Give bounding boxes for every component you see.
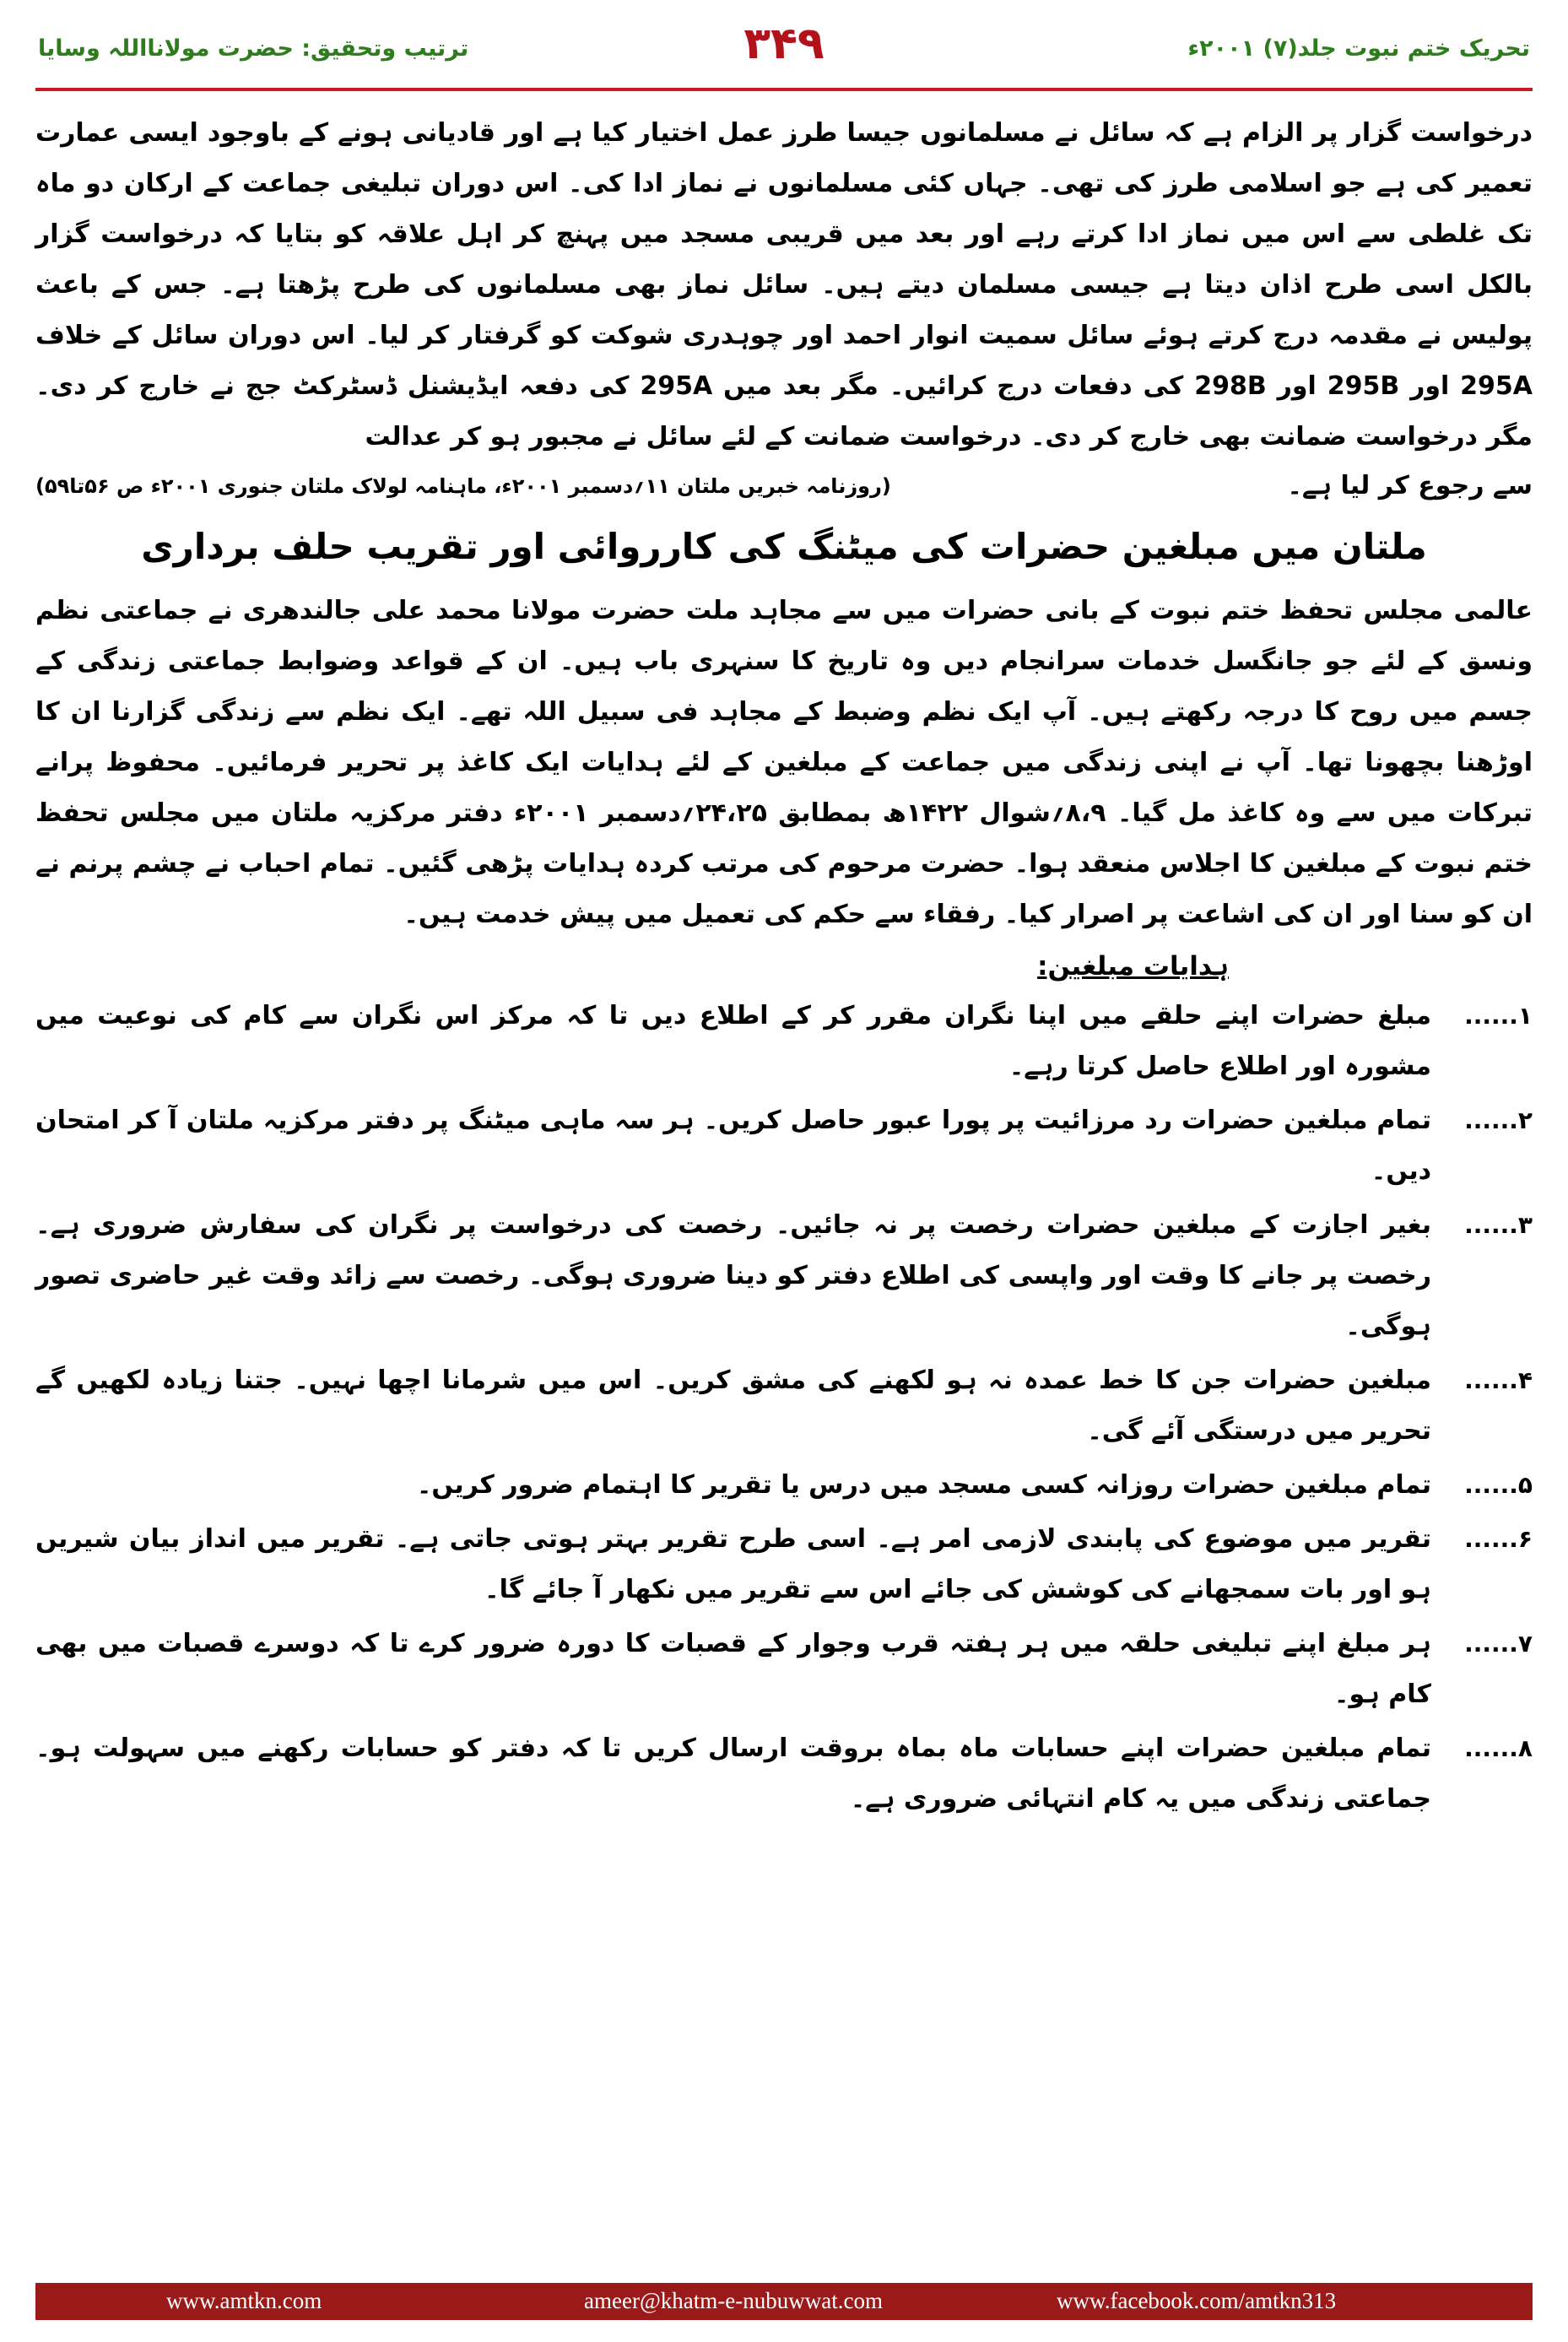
instruction-text: تمام مبلغین حضرات اپنے حسابات ماہ بماہ بروقت ارسال کریں تا کہ دفتر کو حسابات رکھنے میں سہولت ہو۔ جماعتی زندگی میں یہ کام انتہائی ضروری ہے۔ <box>35 1734 1431 1814</box>
instruction-item <box>35 1619 1533 1720</box>
instruction-text: ہر مبلغ اپنے تبلیغی حلقہ میں ہر ہفتہ قرب وجوار کے قصبات کا دورہ ضرور کرے تا کہ دوسرے قصبات میں بھی کام ہو۔ <box>35 1629 1431 1709</box>
instruction-number: ۸...... <box>1464 1734 1533 1762</box>
footer-email-link[interactable]: ameer@khatm-e-nubuwwat.com <box>584 2288 883 2313</box>
instruction-text: تمام مبلغین حضرات رد مرزائیت پر پورا عبور حاصل کریں۔ ہر سہ ماہی میٹنگ پر دفتر مرکزیہ ملتان آ کر امتحان دیں۔ <box>35 1106 1431 1186</box>
book-title: تحریک ختم نبوت جلد(۷) ۲۰۰۱ء <box>1187 35 1530 62</box>
instruction-number: ۴...... <box>1464 1366 1533 1394</box>
instruction-number: ۷...... <box>1464 1630 1533 1658</box>
instruction-item <box>35 1723 1533 1825</box>
section-heading: ملتان میں مبلغین حضرات کی میٹنگ کی کارروائی اور تقریب حلف برداری <box>141 526 1427 567</box>
instruction-text: تمام مبلغین حضرات روزانہ کسی مسجد میں درس یا تقریر کا اہتمام ضرور کریں۔ <box>416 1470 1431 1500</box>
instruction-item <box>35 1095 1533 1197</box>
instruction-text: تقریر میں موضوع کی پابندی لازمی امر ہے۔ اسی طرح تقریر بہتر ہوتی جاتی ہے۔ تقریر میں انداز بیان شیریں ہو اور بات سمجھانے کی کوشش کی جائے اس سے تقریر میں نکھار آ جائے گا۔ <box>35 1524 1431 1604</box>
intro-paragraph: درخواست گزار پر الزام ہے کہ سائل نے مسلمانوں جیسا طرز عمل اختیار کیا ہے اور قادیانی ہونے کے باوجود ایسی عمارت تعمیر کی ہے جو اسلامی طرز کی تھی۔ جہاں کئی مسلمانوں نے نماز ادا کی۔ اس دوران تبلیغی جماعت کے ارکان دو ماہ تک غلطی سے اس میں نماز ادا کرتے رہے اور بعد میں قریبی مسجد میں پہنچ کر اہل علاقہ کو بتایا کہ درخواست گزار بالکل اسی طرح اذان دیتا ہے جیسی مسلمان دیتے ہیں۔ سائل نماز بھی مسلمانوں کی طرح پڑھتا ہے۔ جس کے باعث پولیس نے مقدمہ درج کرتے ہوئے سائل سمیت انوار احمد اور چوہدری شوکت کو گرفتار کر لیا۔ اس دوران سائل کے خلاف 295A اور 295B اور 298B کی دفعات درج کرائیں۔ مگر بعد میں 295A کی دفعہ ایڈیشنل ڈسٹرکٹ جج نے خارج کر دی۔ مگر درخواست ضمانت بھی خارج کر دی۔ درخواست ضمانت کے لئے سائل نے مجبور ہو کر عدالت <box>35 118 1533 452</box>
instruction-item <box>35 1514 1533 1615</box>
page-number: ۳۴۹ <box>743 19 825 69</box>
instruction-text: مبلغ حضرات اپنے حلقے میں اپنا نگران مقرر کر کے اطلاع دیں تا کہ مرکز اس نگران سے کام کی نوعیت میں مشورہ اور اطلاع حاصل کرتا رہے۔ <box>35 1001 1431 1081</box>
instruction-text: مبلغین حضرات جن کا خط عمدہ نہ ہو لکھنے کی مشق کریں۔ اس میں شرمانا اچھا نہیں۔ جتنا زیادہ لکھیں گے تحریر میں درستگی آئے گی۔ <box>35 1366 1431 1446</box>
instruction-item <box>35 1355 1533 1457</box>
instruction-item <box>35 1200 1533 1352</box>
instructions-heading: ہدایات مبلغین: <box>1037 951 1229 982</box>
section-paragraph: عالمی مجلس تحفظ ختم نبوت کے بانی حضرات میں سے مجاہد ملت حضرت مولانا محمد علی جالندھری نے جماعتی نظم ونسق کے لئے جو جانگسل خدمات سرانجام دیں وہ تاریخ کا سنہری باب ہیں۔ ان کے قواعد وضوابط جماعتی زندگی کے جسم میں روح کا درجہ رکھتے ہیں۔ آپ ایک نظم وضبط کے مجاہد فی سبیل اللہ تھے۔ ایک نظم سے زندگی گزارنا ان کا اوڑھنا بچھونا تھا۔ آپ نے اپنی زندگی میں جماعت کے مبلغین کے لئے ہدایات ایک کاغذ پر تحریر فرمائیں۔ محفوظ پرانے تبرکات میں سے وہ کاغذ مل گیا۔ ۸،۹؍شوال ۱۴۲۲ھ بمطابق ۲۴،۲۵؍دسمبر ۲۰۰۱ء دفتر مرکزیہ ملتان میں مجلس تحفظ ختم نبوت کے مبلغین کا اجلاس منعقد ہوا۔ حضرت مرحوم کی مرتب کردہ ہدایات پڑھی گئیں۔ تمام احباب نے چشم پرنم نے ان کو سنا اور ان کی اشاعت پر اصرار کیا۔ رفقاء سے حکم کی تعمیل میں پیش خدمت ہیں۔ <box>35 596 1533 929</box>
footer-website-link[interactable]: www.amtkn.com <box>166 2288 322 2313</box>
page-body <box>35 108 1533 1825</box>
page-header <box>0 0 1568 91</box>
instruction-number: ۳...... <box>1464 1211 1533 1239</box>
instruction-number: ۶...... <box>1464 1525 1533 1553</box>
page-footer <box>35 2283 1533 2320</box>
compiler-credit: ترتیب وتحقیق: حضرت مولانااللہ وسایا <box>38 35 469 62</box>
footer-facebook-link[interactable]: www.facebook.com/amtkn313 <box>1057 2288 1337 2313</box>
intro-citation-line <box>35 462 1533 510</box>
header-rule <box>35 88 1533 91</box>
instruction-item <box>35 991 1533 1092</box>
instruction-number: ۲...... <box>1464 1106 1533 1134</box>
intro-end-text: سے رجوع کر لیا ہے۔ <box>1287 471 1533 500</box>
instruction-number: ۱...... <box>1464 1002 1533 1030</box>
instruction-number: ۵...... <box>1464 1471 1533 1499</box>
instruction-text: بغیر اجازت کے مبلغین حضرات رخصت پر نہ جائیں۔ رخصت کی درخواست پر نگران کی سفارش ضروری ہے۔ رخصت پر جانے کا وقت اور واپسی کی اطلاع دفتر کو دینا ضروری ہوگی۔ رخصت سے زائد وقت غیر حاضری تصور ہوگی۔ <box>35 1210 1431 1341</box>
instructions-list <box>35 991 1533 1825</box>
source-reference: (روزنامہ خبریں ملتان ۱۱؍دسمبر ۲۰۰۱ء، ماہنامہ لولاک ملتان جنوری ۲۰۰۱ء ص ۵۶تا۵۹) <box>35 474 891 498</box>
instruction-item <box>35 1460 1533 1511</box>
